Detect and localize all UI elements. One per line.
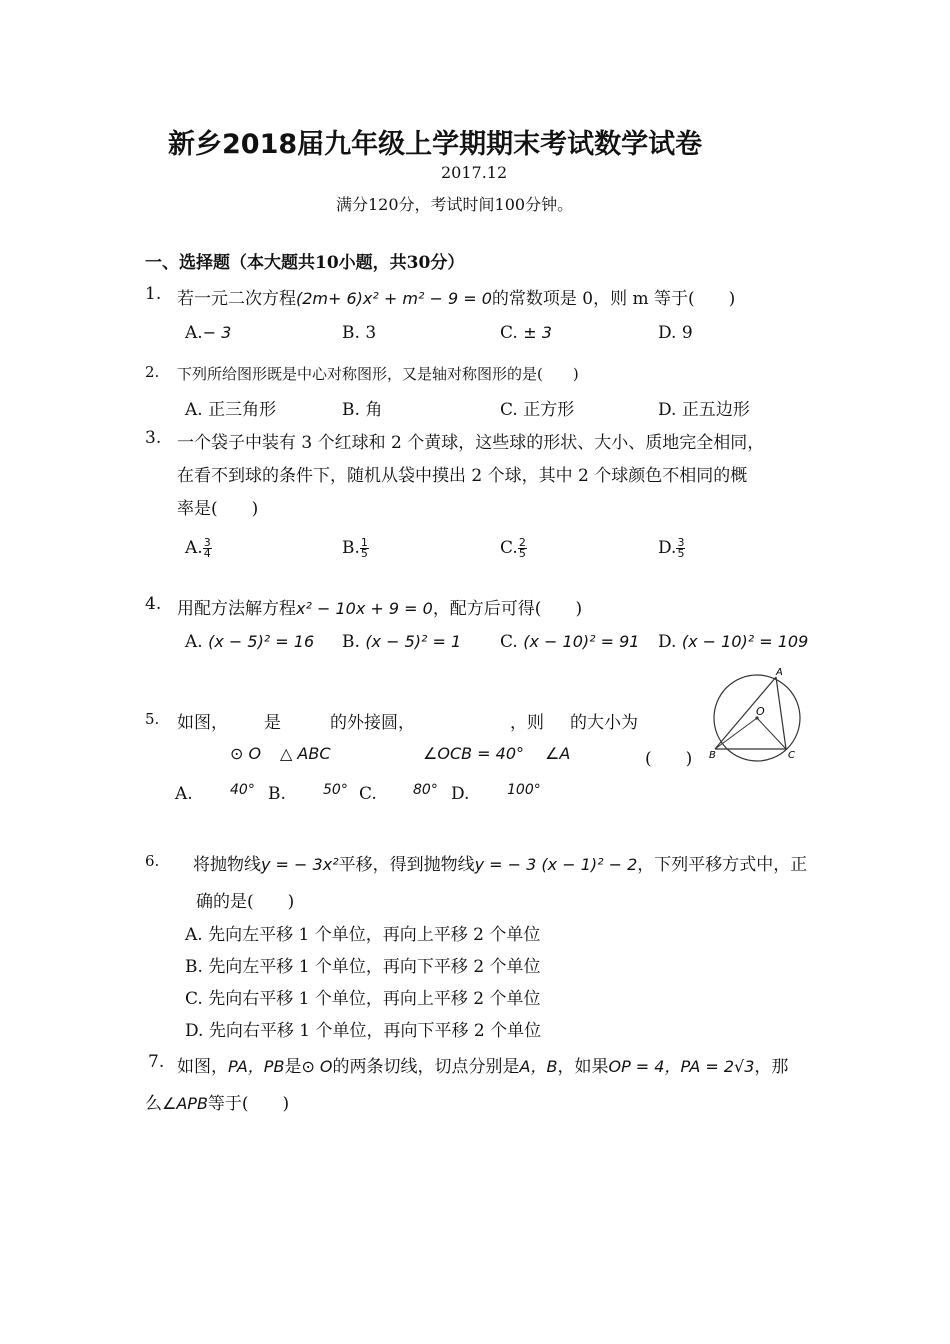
section-heading: 一、选择题（本大题共10小题，共30分） <box>145 253 465 273</box>
option-label: C. <box>185 989 203 1009</box>
frac-den: 5 <box>518 547 526 560</box>
q5-option-b-label[interactable]: B. <box>268 784 286 804</box>
option-label: C. <box>500 400 518 420</box>
q3-option-b[interactable] <box>342 538 369 559</box>
q5-option-a-label[interactable]: A. <box>175 784 193 804</box>
frac-den: 5 <box>677 547 685 560</box>
q7-text-2: 是 <box>284 1057 302 1077</box>
q4-stem <box>177 594 582 619</box>
option-value: 角 <box>365 400 383 420</box>
option-value: 正五边形 <box>681 400 750 420</box>
q4-option-a[interactable] <box>185 632 314 652</box>
label-c: C <box>788 750 795 761</box>
option-label: D. <box>658 323 677 343</box>
q5-math-triangle: △ ABC <box>280 744 331 763</box>
exam-date: 2017.12 <box>441 163 508 182</box>
q6-text-a: 将抛物线 <box>193 855 261 875</box>
q3-option-c[interactable] <box>500 538 527 559</box>
q2-option-d[interactable] <box>658 395 750 420</box>
option-label: A. <box>185 400 203 420</box>
option-label: B. <box>342 323 360 343</box>
fraction <box>676 538 685 559</box>
q2-option-b[interactable] <box>342 395 382 420</box>
option-value: (x − 10)² = 109 <box>681 632 809 651</box>
option-value: 先向左平移 1 个单位，再向下平移 2 个单位 <box>208 957 541 977</box>
q5-option-b-value: 50° <box>323 782 348 798</box>
option-value: − 3 <box>202 323 232 342</box>
q3-line3: 率是( ) <box>177 499 259 519</box>
q1-text-b: 的常数项是 0，则 m 等于( ) <box>491 289 736 309</box>
q1-number: 1. <box>145 284 162 304</box>
segment-ob <box>715 718 757 749</box>
frac-den: 5 <box>360 547 368 560</box>
q3-option-a[interactable] <box>185 538 212 559</box>
q5-text-4: ，则 <box>510 713 544 733</box>
q6-line2: 确的是( ) <box>196 892 295 912</box>
q6-text-c: ，下列平移方式中，正 <box>637 855 808 875</box>
option-label: A. <box>185 632 203 652</box>
q2-number: 2. <box>145 363 160 381</box>
q5-text-2: 是 <box>264 713 281 733</box>
q5-option-c-value: 80° <box>413 782 438 798</box>
q1-option-c[interactable] <box>500 323 552 343</box>
frac-num: 1 <box>360 536 368 549</box>
q5-option-a-value: 40° <box>230 782 255 798</box>
option-value: 先向左平移 1 个单位，再向上平移 2 个单位 <box>208 925 541 945</box>
q5-number: 5. <box>145 710 160 728</box>
q5-figure <box>702 665 812 765</box>
q1-option-b[interactable] <box>342 323 376 343</box>
frac-num: 3 <box>203 536 211 549</box>
option-label: A. <box>185 323 203 343</box>
q6-option-b[interactable] <box>185 952 541 977</box>
q6-option-d[interactable] <box>185 1016 541 1041</box>
q5-answer-paren: ( ) <box>645 749 693 769</box>
option-label: A. <box>185 538 203 558</box>
option-label: B. <box>342 632 360 652</box>
exam-note: 满分120分，考试时间100分钟。 <box>336 195 574 214</box>
option-label: D. <box>658 632 677 652</box>
q6-option-c[interactable] <box>185 984 540 1009</box>
option-value: 正方形 <box>523 400 575 420</box>
q7-math-3: A，B <box>519 1057 558 1076</box>
q6-math-a: y = − 3x² <box>261 855 339 874</box>
q5-option-d-label[interactable]: D. <box>451 784 470 804</box>
q7-math-1: PA，PB <box>228 1057 285 1076</box>
page-title: 新乡2018届九年级上学期期末考试数学试卷 <box>168 129 703 160</box>
frac-den: 4 <box>203 547 211 560</box>
fraction <box>203 538 212 559</box>
option-label: C. <box>500 632 518 652</box>
q5-option-c-label[interactable]: C. <box>359 784 377 804</box>
option-value: (x − 5)² = 1 <box>365 632 462 651</box>
q1-option-d[interactable] <box>658 323 693 343</box>
q7-text-4: ，如果 <box>557 1057 609 1077</box>
option-label: A. <box>185 925 203 945</box>
q4-number: 4. <box>145 594 162 614</box>
q5-text-5: 的大小为 <box>570 713 638 733</box>
option-label: C. <box>500 538 518 558</box>
q7-number: 7. <box>148 1052 165 1072</box>
q5-math-angle-a: ∠A <box>545 744 571 763</box>
option-value: 3 <box>365 323 377 343</box>
q5-math-circle: ⊙ O <box>230 744 262 763</box>
q7-line1 <box>177 1052 788 1077</box>
option-value: ± 3 <box>523 323 552 342</box>
option-label: C. <box>500 323 518 343</box>
q1-stem <box>177 284 735 309</box>
q3-line2: 在看不到球的条件下，随机从袋中摸出 2 个球，其中 2 个球颜色不相同的概 <box>177 466 748 486</box>
option-label: B. <box>185 957 203 977</box>
fraction <box>360 538 369 559</box>
q7-math-4: OP = 4，PA = 2√3 <box>608 1057 755 1076</box>
q2-option-c[interactable] <box>500 395 574 420</box>
q7-text-5: ，那 <box>754 1057 789 1077</box>
q4-option-b[interactable] <box>342 632 461 652</box>
q5-text-3: 的外接圆， <box>330 713 415 733</box>
q6-stem <box>193 850 807 875</box>
q6-text-b: 平移，得到抛物线 <box>338 855 475 875</box>
option-value: 9 <box>681 323 693 343</box>
fraction <box>518 538 527 559</box>
q1-text-a: 若一元二次方程 <box>177 289 296 309</box>
q7-math-5: ∠APB <box>162 1094 208 1113</box>
q4-math: x² − 10x + 9 = 0 <box>296 599 433 618</box>
label-o: O <box>756 705 765 718</box>
frac-num: 2 <box>518 536 526 549</box>
q7-line2 <box>145 1089 289 1114</box>
q1-option-a[interactable] <box>185 323 231 343</box>
q5-math-angle-ocb: ∠OCB = 40° <box>423 744 525 763</box>
option-value: 先向右平移 1 个单位，再向上平移 2 个单位 <box>208 989 541 1009</box>
q3-option-d[interactable] <box>658 538 685 559</box>
q2-option-a[interactable] <box>185 395 276 420</box>
q7-text-6: 么 <box>145 1094 162 1114</box>
q3-number: 3. <box>145 428 162 448</box>
option-value: (x − 5)² = 16 <box>208 632 315 651</box>
option-label: B. <box>342 400 360 420</box>
q5-text-1: 如图， <box>177 713 228 733</box>
q7-text-1: 如图， <box>177 1057 228 1077</box>
option-label: B. <box>342 538 360 558</box>
q7-math-2: ⊙ O <box>301 1057 333 1076</box>
option-value: (x − 10)² = 91 <box>523 632 640 651</box>
q1-math: (2m+ 6)x² + m² − 9 = 0 <box>296 289 492 308</box>
q2-stem: 下列所给图形既是中心对称图形，又是轴对称图形的是( ) <box>177 365 579 383</box>
segment-ac <box>776 677 786 749</box>
label-a: A <box>776 667 783 678</box>
q7-text-7: 等于( ) <box>207 1094 290 1114</box>
q4-text-a: 用配方法解方程 <box>177 599 296 619</box>
q4-option-c[interactable] <box>500 632 639 652</box>
frac-num: 3 <box>677 536 685 549</box>
option-label: D. <box>658 538 677 558</box>
q6-number: 6. <box>145 852 160 870</box>
label-b: B <box>709 750 716 761</box>
q3-line1: 一个袋子中装有 3 个红球和 2 个黄球，这些球的形状、大小、质地完全相同， <box>177 433 765 453</box>
q5-option-d-value: 100° <box>507 782 541 798</box>
option-value: 正三角形 <box>208 400 277 420</box>
q4-option-d[interactable] <box>658 632 808 652</box>
q7-text-3: 的两条切线，切点分别是 <box>332 1057 520 1077</box>
segment-oc <box>757 718 786 749</box>
segment-ab <box>715 677 776 749</box>
q6-option-a[interactable] <box>185 920 540 945</box>
q6-math-b: y = − 3 (x − 1)² − 2 <box>474 855 638 874</box>
option-label: D. <box>185 1021 204 1041</box>
option-value: 先向右平移 1 个单位，再向下平移 2 个单位 <box>208 1021 542 1041</box>
option-label: D. <box>658 400 677 420</box>
q4-text-b: ，配方后可得( ) <box>432 599 583 619</box>
